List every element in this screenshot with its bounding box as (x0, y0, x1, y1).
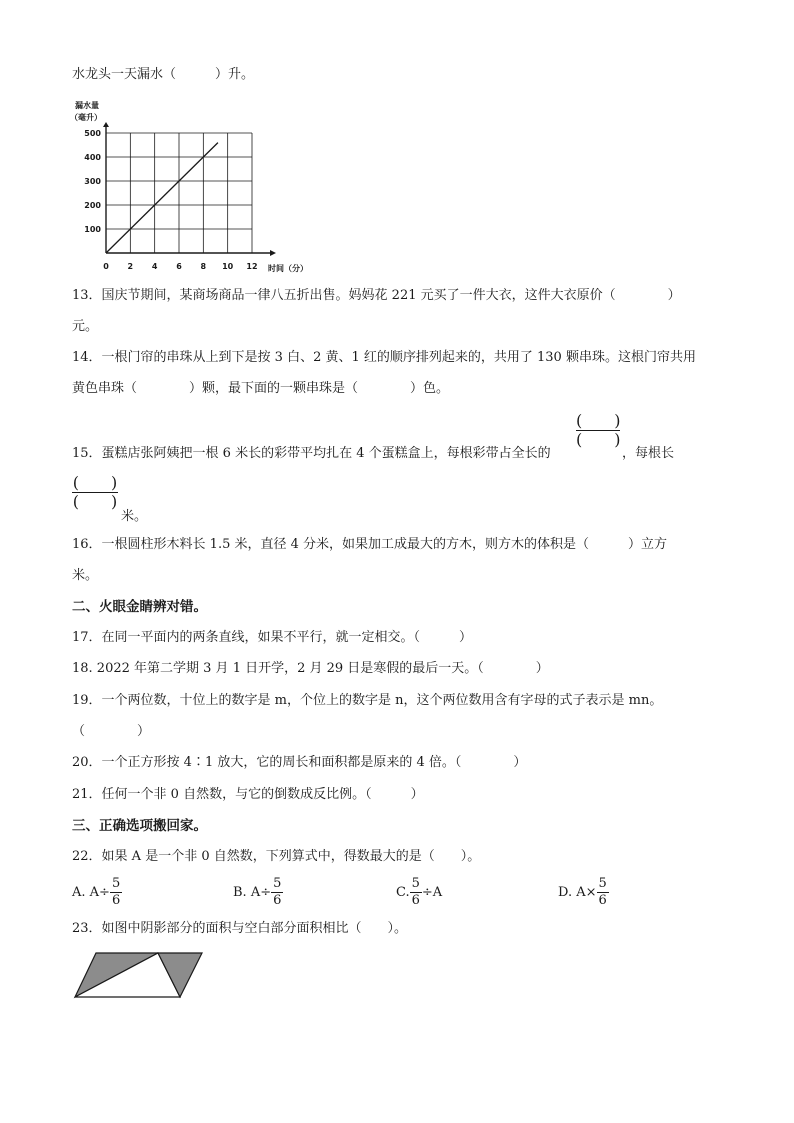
chart-ylabel-line2: （毫升） (70, 113, 102, 122)
q23-text: 23．如图中阴影部分的面积与空白部分面积相比（ ）。 (72, 921, 408, 936)
q22-option-a[interactable] (72, 876, 122, 909)
q15-fraction-1 (576, 412, 620, 449)
q16-line2: 米。 (72, 568, 99, 583)
leak-chart (70, 100, 330, 278)
q15-frac1-numerator: ( ) (576, 411, 621, 430)
chart-xlabel: 时间（分） (268, 264, 308, 273)
q13-line2: 元。 (72, 319, 99, 334)
q13-line1: 13．国庆节期间，某商场商品一律八五折出售。妈妈花 221 元买了一件大衣，这件大衣原价（ ） (72, 288, 681, 303)
q22-option-c-post: ÷A (421, 885, 443, 900)
q22-option-c-den: 6 (411, 893, 420, 908)
chart-xtick-3: 6 (176, 262, 182, 271)
q22-text: 22．如果 A 是一个非 0 自然数，下列算式中，得数最大的是（ ）。 (72, 849, 481, 864)
q22-option-b-pre: B. A÷ (233, 885, 272, 900)
q22-option-c-fraction (410, 876, 422, 909)
q18-text: 18. 2022 年第二学期 3 月 1 日开学，2 月 29 日是寒假的最后一天。（ ） (72, 661, 549, 676)
q22-option-b-num: 5 (273, 876, 282, 891)
q14-line2: 黄色串珠（ ）颗，最下面的一颗串珠是（ ）色。 (72, 381, 450, 396)
q14-line1: 14．一根门帘的串珠从上到下是按 3 白、2 黄、1 红的顺序排列起来的，共用了 130 颗串珠。这根门帘共用 (72, 350, 696, 365)
chart-ytick-0: 100 (84, 225, 101, 234)
q19-line2: （ ） (72, 724, 151, 739)
q22-option-d-pre: D. A× (558, 885, 597, 900)
q22-option-d-fraction (597, 876, 609, 909)
q22-option-b[interactable] (233, 876, 283, 909)
chart-xtick-6: 12 (246, 262, 258, 271)
q22-option-c[interactable] (396, 876, 442, 909)
q22-option-c-pre: C. (396, 885, 410, 900)
q19-line1: 19．一个两位数，十位上的数字是 m，个位上的数字是 n，这个两位数用含有字母的式子表示是 mn。 (72, 693, 663, 708)
q22-option-d-num: 5 (598, 876, 607, 891)
chart-x-axis-arrow (270, 250, 276, 256)
chart-ytick-2: 300 (84, 177, 101, 186)
q15-fraction-2 (72, 474, 118, 511)
section-3-title: 三、正确选项搬回家。 (72, 818, 207, 834)
q22-option-b-fraction (271, 876, 283, 909)
chart-y-axis-arrow (103, 122, 109, 127)
q22-option-a-pre: A. A÷ (72, 885, 110, 900)
chart-ylabel-line1: 漏水量 (75, 101, 99, 110)
chart-xtick-2: 4 (151, 262, 158, 271)
q22-option-c-num: 5 (411, 876, 420, 891)
q22-option-a-num: 5 (111, 876, 121, 891)
q23-parallelogram-figure (72, 950, 208, 1000)
q15-part2: ，每根长 (622, 446, 675, 461)
q21-text: 21．任何一个非 0 自然数，与它的倒数成反比例。（ ） (72, 787, 424, 802)
chart-xtick-1: 2 (127, 262, 134, 271)
q15-part1: 15．蛋糕店张阿姨把一根 6 米长的彩带平均扎在 4 个蛋糕盒上，每根彩带占全长的 (72, 446, 551, 461)
q17-text: 17．在同一平面内的两条直线，如果不平行，就一定相交。（ ） (72, 630, 473, 645)
q16-line1: 16．一根圆柱形木料长 1.5 米，直径 4 分米，如果加工成最大的方木，则方木的体积是（ ）立方 (72, 537, 668, 552)
chart-xtick-4: 8 (200, 262, 207, 271)
q15-frac2-numerator: ( ) (72, 473, 118, 492)
chart-ytick-3: 400 (84, 153, 101, 162)
q15-frac2-denominator: ( ) (72, 492, 118, 511)
q22-option-a-fraction (110, 876, 122, 909)
chart-ytick-1: 200 (84, 201, 101, 210)
q12-text: 水龙头一天漏水（ ）升。 (72, 67, 255, 82)
q22-option-d-den: 6 (598, 893, 607, 908)
q22-option-a-den: 6 (111, 893, 121, 908)
chart-series-line-0 (106, 143, 218, 253)
section-2-title: 二、火眼金睛辨对错。 (72, 599, 207, 615)
q15-unit: 米。 (121, 509, 148, 524)
chart-xtick-0: 0 (103, 262, 109, 271)
chart-ytick-4: 500 (84, 129, 101, 138)
q20-text: 20．一个正方形按 4∶1 放大，它的周长和面积都是原来的 4 倍。（ ） (72, 755, 527, 770)
chart-xtick-5: 10 (222, 262, 234, 271)
q15-frac1-denominator: ( ) (576, 430, 621, 449)
q22-option-d[interactable] (558, 876, 609, 909)
q22-option-b-den: 6 (273, 893, 282, 908)
